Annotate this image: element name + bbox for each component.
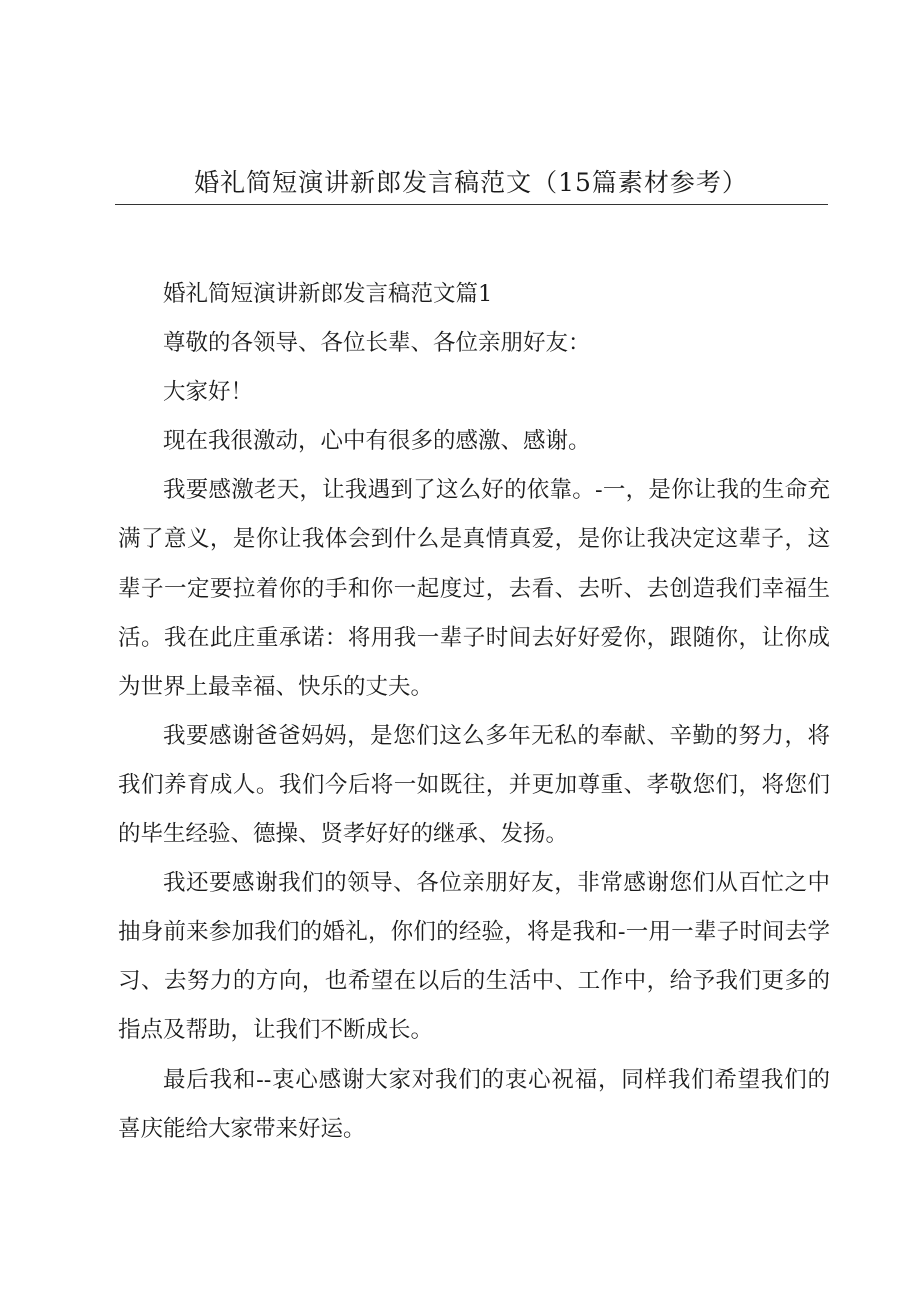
- paragraph: 我要感谢爸爸妈妈，是您们这么多年无私的奉献、辛勤的努力，将我们养育成人。我们今后将一如既往，并更加尊重、孝敬您们，将您们的毕生经验、德操、贤孝好好的继承、发扬。: [118, 722, 830, 848]
- paragraph: 现在我很激动，心中有很多的感激、感谢。: [163, 428, 591, 455]
- paragraph: 我要感激老天，让我遇到了这么好的依靠。-一，是你让我的生命充满了意义，是你让我体会到什么是真情真爱，是你让我决定这辈子，这辈子一定要拉着你的手和你一起度过，去看、去听、去创造我们幸福生活。我在此庄重承诺：将用我一辈子时间去好好爱你，跟随你，让你成为世界上最幸福、快乐的丈夫。: [118, 477, 830, 700]
- paragraph: 最后我和--衷心感谢大家对我们的衷心祝福，同样我们希望我们的喜庆能给大家带来好运。: [118, 1066, 830, 1142]
- document-title: 婚礼简短演讲新郎发言稿范文（15篇素材参考）: [194, 168, 748, 197]
- salutation: 尊敬的各领导、各位长辈、各位亲朋好友：: [163, 330, 591, 357]
- greeting: 大家好！: [163, 379, 254, 406]
- title-underline: [115, 204, 828, 205]
- document-body: [118, 270, 830, 1154]
- paragraph: 我还要感谢我们的领导、各位亲朋好友，非常感谢您们从百忙之中抽身前来参加我们的婚礼，你们的经验，将是我和-一用一辈子时间去学习、去努力的方向，也希望在以后的生活中、工作中，给予我们更多的指点及帮助，让我们不断成长。: [118, 870, 830, 1044]
- section-heading: 婚礼简短演讲新郎发言稿范文篇1: [163, 281, 493, 307]
